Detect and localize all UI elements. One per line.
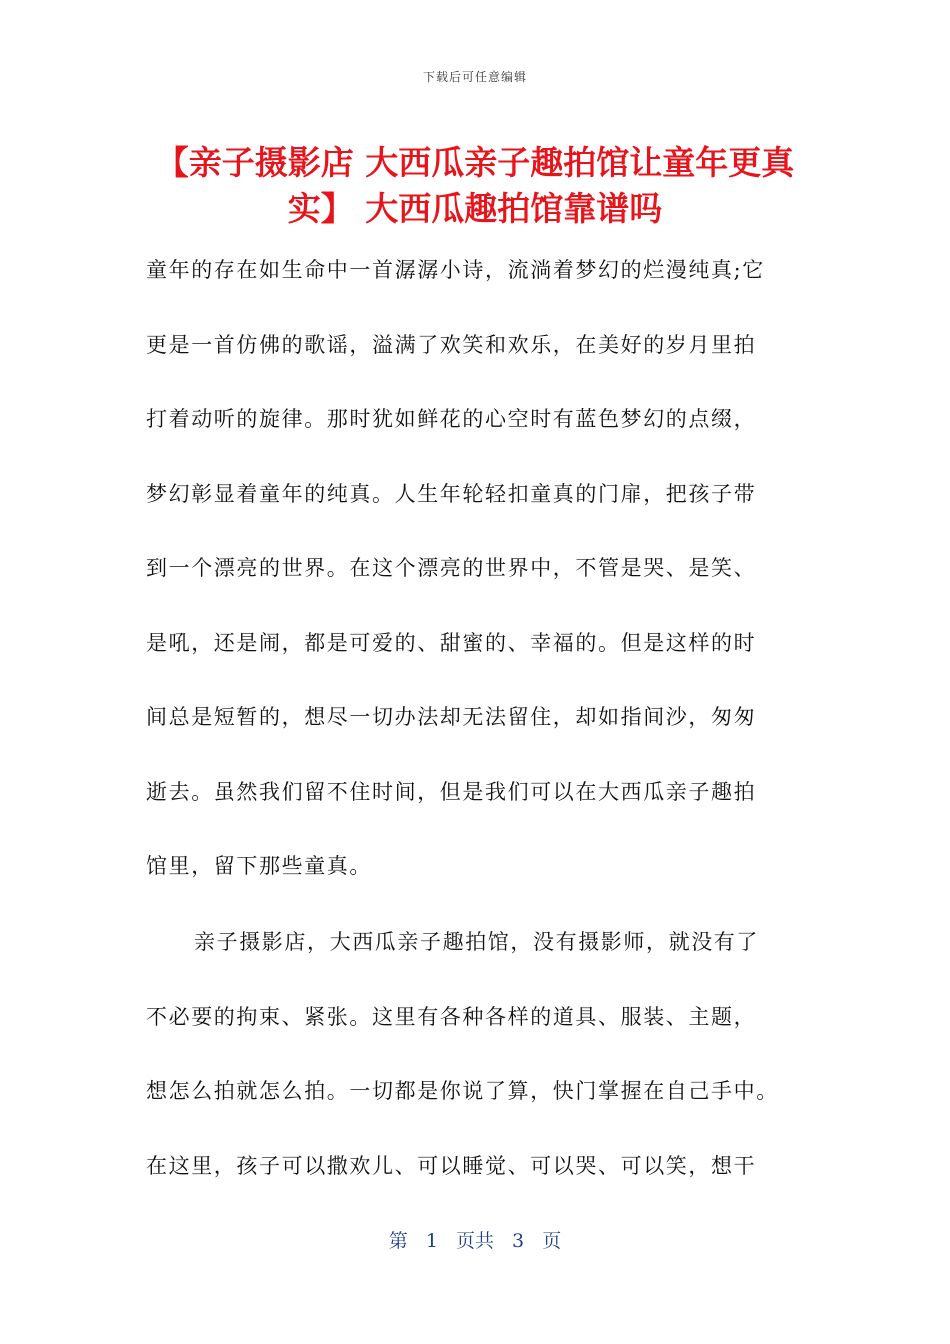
text-line: 间总是短暂的，想尽一切办法却无法留住，却如指间沙，匆匆 — [146, 705, 757, 729]
text-line: 是吼，还是闹，都是可爱的、甜蜜的、幸福的。但是这样的时 — [146, 630, 757, 655]
paragraph-2 — [146, 930, 816, 1228]
text-line: 馆里，留下那些童真。 — [146, 854, 372, 878]
footer-suffix: 页 — [542, 1230, 562, 1252]
title-line-1: 【亲子摄影店 大西瓜亲子趣拍馆让童年更真 — [155, 143, 795, 182]
text-line: 童年的存在如生命中一首潺潺小诗，流淌着梦幻的烂漫纯真;它 — [146, 258, 765, 282]
text-line: 逝去。虽然我们留不住时间，但是我们可以在大西瓜亲子趣拍 — [146, 779, 757, 804]
footer-total-pages: 3 — [512, 1230, 525, 1252]
text-line: 到一个漂亮的世界。在这个漂亮的世界中，不管是哭、是笑、 — [146, 556, 757, 580]
text-line: 亲子摄影店，大西瓜亲子趣拍馆，没有摄影师，就没有了 — [194, 930, 759, 954]
text-line: 梦幻彰显着童年的纯真。人生年轮轻扣童真的门扉，把孩子带 — [146, 481, 757, 506]
title-line-2: 实】 大西瓜趣拍馆靠谱吗 — [287, 189, 663, 228]
page-header-note: 下载后可任意编辑 — [422, 70, 527, 84]
text-line: 打着动听的旋律。那时犹如鲜花的心空时有蓝色梦幻的点缀， — [146, 407, 757, 431]
text-line: 在这里，孩子可以撒欢儿、可以睡觉、可以哭、可以笑，想干 — [146, 1153, 757, 1178]
document-title — [100, 140, 850, 232]
footer-middle: 页共 — [455, 1230, 494, 1252]
text-line: 不必要的拘束、紧张。这里有各种各样的道具、服装、主题， — [146, 1004, 757, 1029]
text-line: 想怎么拍就怎么拍。一切都是你说了算，快门掌握在自己手中。 — [146, 1079, 779, 1103]
footer-current-page: 1 — [425, 1230, 438, 1252]
page-footer — [0, 1226, 950, 1253]
paragraph-1 — [146, 258, 816, 929]
footer-prefix: 第 — [388, 1230, 408, 1252]
text-line: 更是一首仿佛的歌谣，溢满了欢笑和欢乐，在美好的岁月里拍 — [146, 332, 757, 357]
